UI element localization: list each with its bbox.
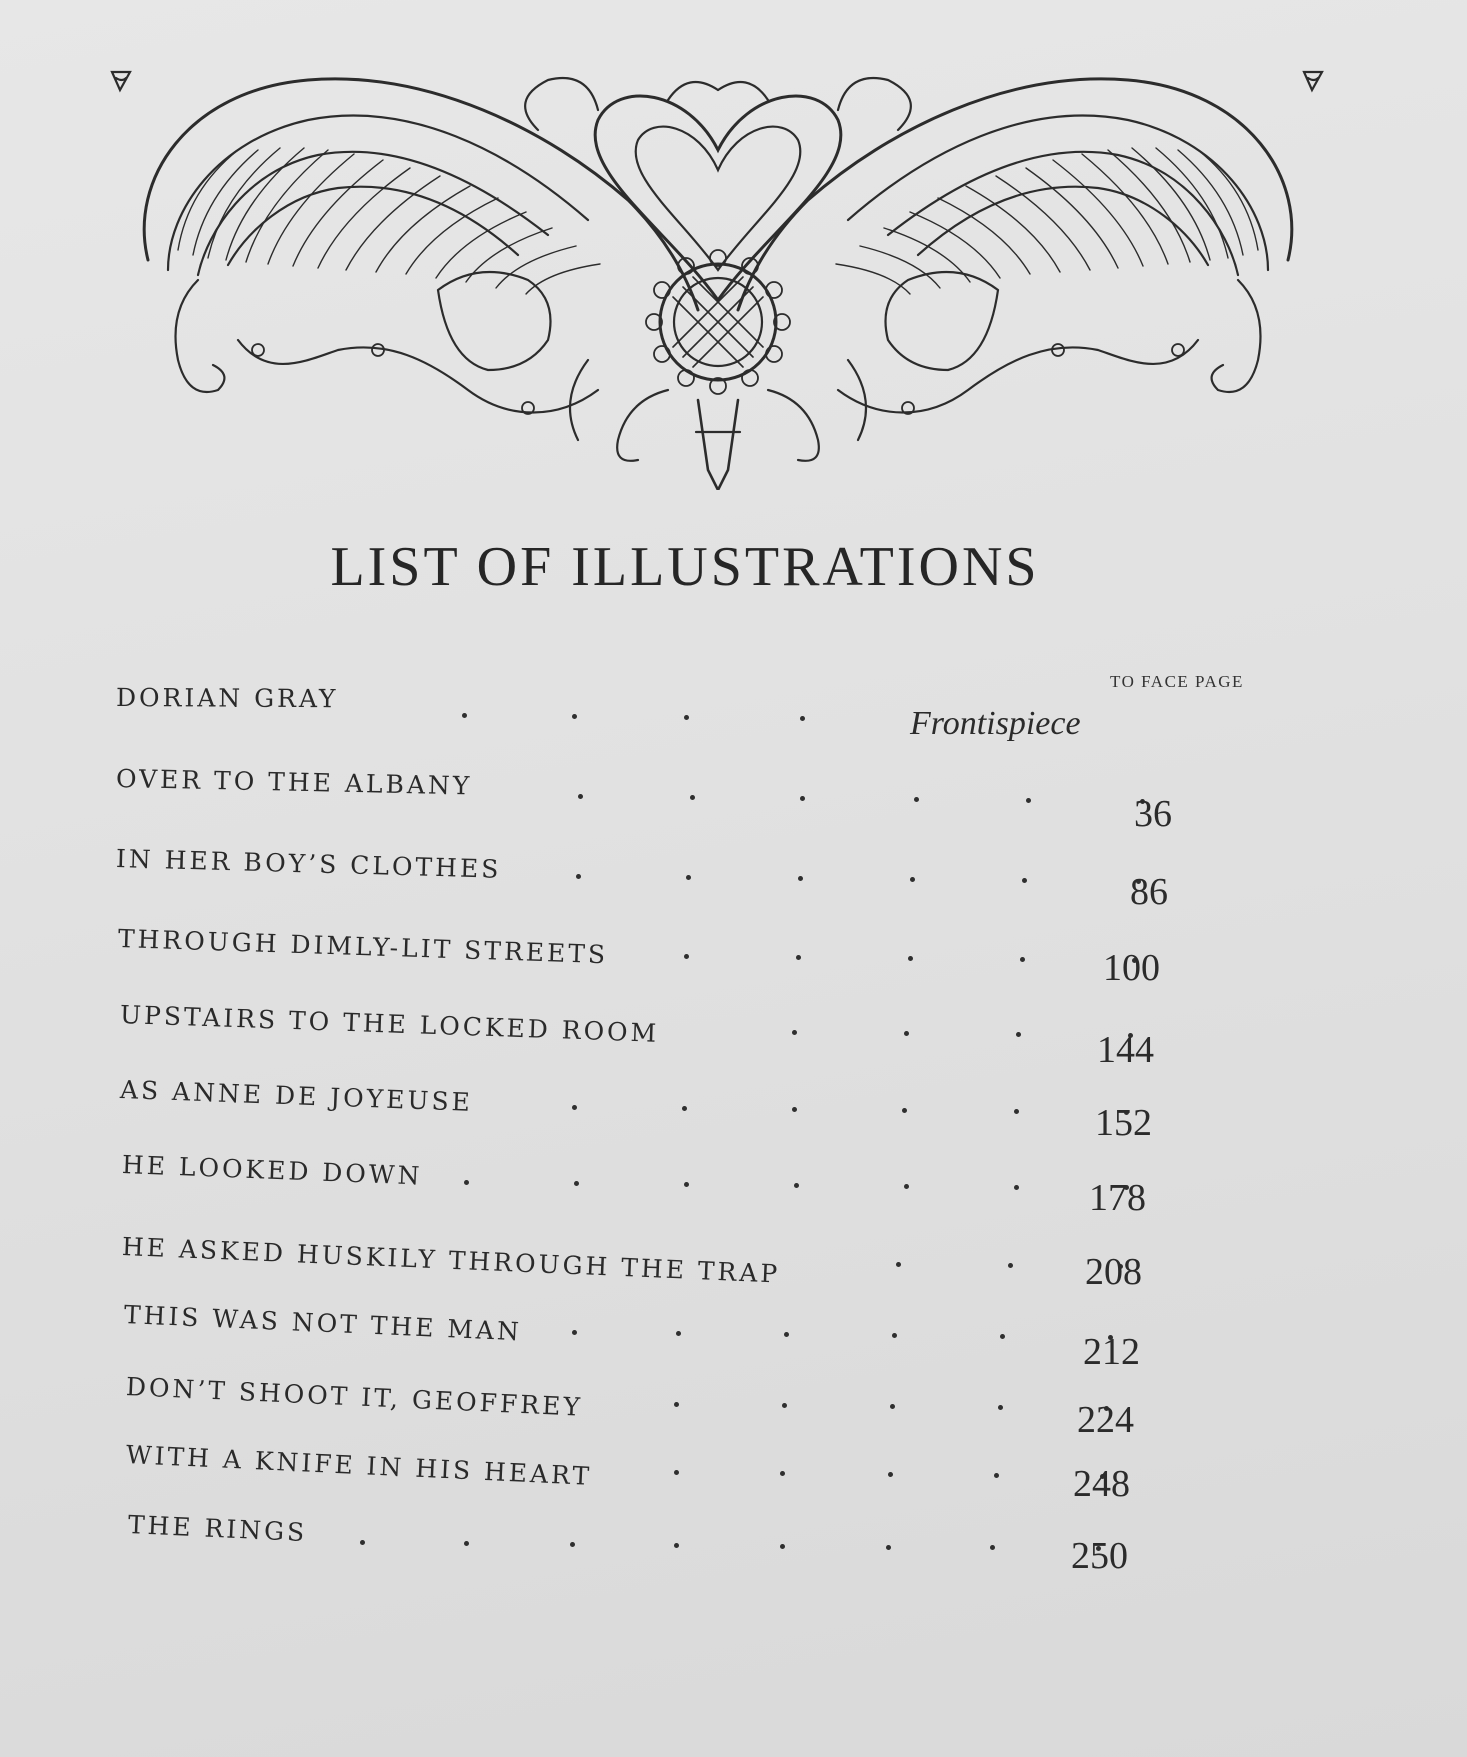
leader-dot xyxy=(908,956,913,961)
illustration-title: HE LOOKED DOWN xyxy=(121,1150,423,1191)
leader-dot xyxy=(1000,1334,1005,1339)
leader-dot xyxy=(360,1540,365,1545)
illustration-title: THIS WAS NOT THE MAN xyxy=(123,1300,523,1347)
illustration-entry xyxy=(0,1075,1467,1145)
illustration-title: OVER TO THE ALBANY xyxy=(115,764,473,801)
leader-dot xyxy=(890,1404,895,1409)
leader-dot xyxy=(910,877,915,882)
leader-dot xyxy=(792,1107,797,1112)
leader-dot xyxy=(800,716,805,721)
leader-dot xyxy=(684,715,689,720)
illustration-title: HE ASKED HUSKILY THROUGH THE TRAP xyxy=(121,1232,781,1289)
illustration-entry xyxy=(0,1300,1467,1373)
illustration-title: DORIAN GRAY xyxy=(115,683,339,714)
leader-dot xyxy=(998,1405,1003,1410)
page-title: LIST OF ILLUSTRATIONS xyxy=(330,536,1040,598)
illustration-entry xyxy=(0,924,1467,994)
leader-dot xyxy=(792,1030,797,1035)
leader-dot xyxy=(794,1183,799,1188)
illustration-page-number: 212 xyxy=(1083,1331,1140,1373)
illustration-page-number: 250 xyxy=(1071,1535,1128,1577)
leader-dot xyxy=(892,1333,897,1338)
leader-dot xyxy=(686,875,691,880)
leader-dot xyxy=(1026,798,1031,803)
leader-dot xyxy=(464,1180,469,1185)
illustration-page-number: 144 xyxy=(1097,1029,1154,1071)
leader-dot xyxy=(796,955,801,960)
leader-dot xyxy=(462,713,467,718)
leader-dot xyxy=(994,1473,999,1478)
leader-dot xyxy=(902,1108,907,1113)
leader-dot xyxy=(990,1545,995,1550)
illustration-page-number: 208 xyxy=(1085,1251,1142,1293)
illustration-title: THE RINGS xyxy=(127,1510,308,1548)
illustration-page-number: Frontispiece xyxy=(910,705,1081,742)
leader-dot xyxy=(1014,1109,1019,1114)
illustration-entry xyxy=(0,1232,1467,1302)
leader-dot xyxy=(464,1541,469,1546)
leader-dot xyxy=(904,1184,909,1189)
leader-dot xyxy=(1020,957,1025,962)
leader-dot xyxy=(1008,1263,1013,1268)
leader-dot xyxy=(570,1542,575,1547)
leader-dot xyxy=(674,1470,679,1475)
illustration-page-number: 178 xyxy=(1089,1177,1146,1219)
illustration-title: UPSTAIRS TO THE LOCKED ROOM xyxy=(119,1000,660,1048)
leader-dot xyxy=(578,794,583,799)
illustration-entry xyxy=(0,1000,1467,1070)
illustration-page-number: 36 xyxy=(1134,793,1172,835)
leader-dot xyxy=(684,1182,689,1187)
leader-dot xyxy=(904,1031,909,1036)
leader-dot xyxy=(674,1402,679,1407)
leader-dot xyxy=(684,954,689,959)
leader-dot xyxy=(576,874,581,879)
leader-dot xyxy=(784,1332,789,1337)
illustration-entry xyxy=(0,683,1467,753)
illustration-title: AS ANNE DE JOYEUSE xyxy=(119,1075,474,1117)
leader-dot xyxy=(888,1472,893,1477)
illustration-page-number: 152 xyxy=(1095,1102,1152,1144)
illustration-title: THROUGH DIMLY-LIT STREETS xyxy=(117,924,609,970)
illustration-entry xyxy=(0,844,1467,914)
illustration-entry xyxy=(0,1150,1467,1220)
leader-dot xyxy=(1022,878,1027,883)
column-heading-to-face-page: TO FACE PAGE xyxy=(1110,672,1244,691)
illustration-title: IN HER BOY’S CLOTHES xyxy=(115,844,502,884)
illustration-entry xyxy=(0,764,1467,834)
leader-dot xyxy=(572,1105,577,1110)
illustration-page-number: 224 xyxy=(1077,1399,1134,1441)
leader-dot xyxy=(574,1181,579,1186)
leader-dot xyxy=(1016,1032,1021,1037)
leader-dot xyxy=(886,1545,891,1550)
illustration-title: DON’T SHOOT IT, GEOFFREY xyxy=(125,1372,584,1422)
leader-dot xyxy=(682,1106,687,1111)
leader-dot xyxy=(798,876,803,881)
leader-dot xyxy=(572,714,577,719)
illustration-entry xyxy=(0,1440,1467,1510)
leader-dot xyxy=(896,1262,901,1267)
leader-dot xyxy=(914,797,919,802)
leader-dot xyxy=(780,1471,785,1476)
illustration-page-number: 100 xyxy=(1103,947,1160,989)
leader-dot xyxy=(800,796,805,801)
leader-dot xyxy=(780,1544,785,1549)
illustration-entry xyxy=(0,1372,1467,1442)
leader-dot xyxy=(782,1403,787,1408)
illustration-page-number: 86 xyxy=(1130,871,1168,913)
leader-dot xyxy=(1014,1185,1019,1190)
illustration-title: WITH A KNIFE IN HIS HEART xyxy=(125,1440,593,1491)
illustration-entry xyxy=(0,1510,1467,1580)
leader-dot xyxy=(674,1543,679,1548)
leader-dot xyxy=(676,1331,681,1336)
illustration-page-number: 248 xyxy=(1073,1463,1130,1505)
leader-dot xyxy=(690,795,695,800)
leader-dot xyxy=(572,1330,577,1335)
